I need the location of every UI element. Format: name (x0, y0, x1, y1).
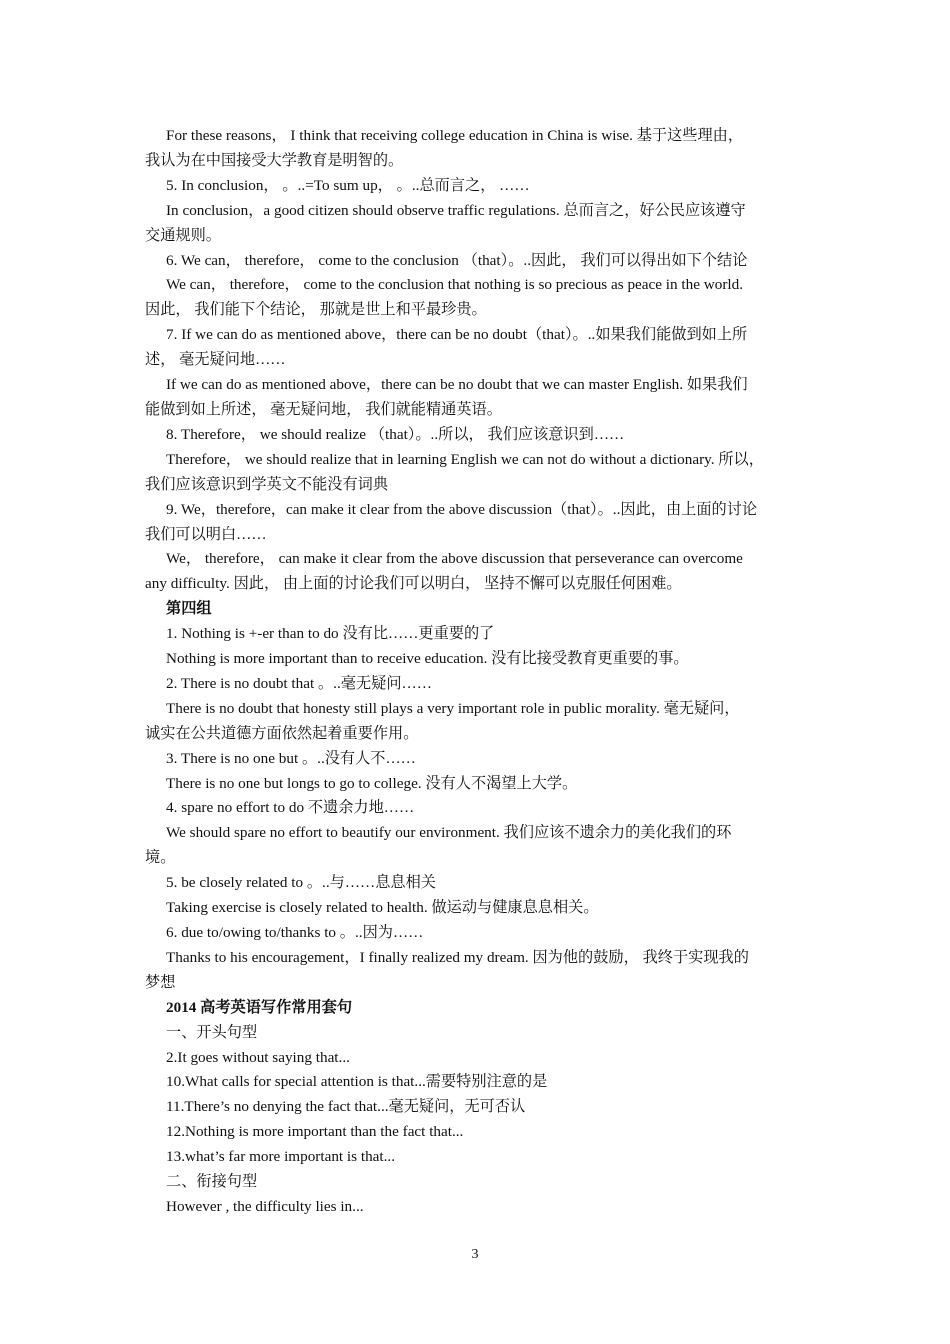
text-line: There is no one but longs to go to college. 没有人不渴望上大学。 (166, 774, 578, 792)
text-line: 二、衔接句型 (166, 1173, 258, 1191)
text-line: 10.What calls for special attention is that...需要特别注意的是 (166, 1073, 548, 1091)
page-number: 3 (471, 1247, 479, 1262)
text-line: We should spare no effort to beautify our environment. 我们应该不遗余力的美化我们的环 (166, 824, 732, 842)
text-line: 我认为在中国接受大学教育是明智的。 (145, 151, 404, 169)
text-line: 9. We，therefore，can make it clear from the above discussion（that）。..因此，由上面的讨论 (166, 500, 758, 518)
text-line: 3. There is no one but 。..没有人不…… (166, 749, 416, 767)
text-line: 8. Therefore， we should realize （that）。..所以， 我们应该意识到…… (166, 425, 625, 443)
text-line: If we can do as mentioned above，there can be no doubt that we can master English. 如果我们 (166, 376, 748, 394)
text-line: Therefore， we should realize that in learning English we can not do without a dictionary. 所以， (166, 450, 764, 468)
text-line: However , the difficulty lies in... (166, 1197, 364, 1215)
page-body (145, 124, 813, 1220)
text-line: 一、开头句型 (166, 1023, 258, 1041)
text-line: any difficulty. 因此， 由上面的讨论我们可以明白， 坚持不懈可以克服任何困难。 (145, 575, 682, 593)
text-line: 境。 (145, 849, 176, 867)
text-line: For these reasons， I think that receiving college education in China is wise. 基于这些理由， (166, 127, 744, 144)
text-line: 13.what’s far more important is that... (166, 1148, 396, 1166)
text-line: 交通规则。 (145, 226, 221, 244)
text-line: 11.There’s no denying the fact that...毫无疑问，无可否认 (166, 1098, 526, 1116)
text-line: 我们可以明白…… (145, 525, 267, 543)
text-line: We， therefore， can make it clear from the above discussion that perseverance can overcome (166, 550, 743, 568)
text-line: 1. Nothing is +-er than to do 没有比……更重要的了 (166, 625, 495, 643)
text-line: 2. There is no doubt that 。..毫无疑问…… (166, 674, 432, 692)
text-line: 12.Nothing is more important than the fact that... (166, 1123, 464, 1141)
text-line: 7. If we can do as mentioned above，there can be no doubt（that）。..如果我们能做到如上所 (166, 326, 748, 344)
text-line: 6. We can， therefore， come to the conclusion （that）。..因此， 我们可以得出如下个结论 (166, 251, 748, 269)
text-line: In conclusion，a good citizen should observe traffic regulations. 总而言之，好公民应该遵守 (166, 201, 746, 219)
text-line: 6. due to/owing to/thanks to 。..因为…… (166, 924, 424, 941)
text-line: 因此， 我们能下个结论， 那就是世上和平最珍贵。 (145, 301, 487, 319)
text-line: Thanks to his encouragement，I finally realized my dream. 因为他的鼓励， 我终于实现我的 (166, 948, 749, 966)
text-line: 梦想 (145, 973, 176, 991)
text-line: There is no doubt that honesty still plays a very important role in public morality. 毫无疑问， (166, 699, 740, 717)
text-line: 5. In conclusion， 。..=To sum up， 。..总而言之， …… (166, 176, 530, 194)
text-line: 5. be closely related to 。..与……息息相关 (166, 874, 436, 892)
text-line: 2.It goes without saying that... (166, 1048, 350, 1066)
text-line: 能做到如上所述， 毫无疑问地， 我们就能精通英语。 (145, 400, 502, 418)
text-line: 4. spare no effort to do 不遗余力地…… (166, 799, 415, 817)
text-line: 述， 毫无疑问地…… (145, 351, 286, 369)
text-line: 我们应该意识到学英文不能没有词典 (145, 475, 388, 493)
text-line: We can， therefore， come to the conclusion that nothing is so precious as peace in the world. (166, 276, 743, 294)
text-line: Nothing is more important than to receive education. 没有比接受教育更重要的事。 (166, 650, 689, 668)
section-heading: 2014 高考英语写作常用套句 (166, 998, 353, 1016)
text-line: Taking exercise is closely related to health. 做运动与健康息息相关。 (166, 899, 599, 917)
text-line: 诚实在公共道德方面依然起着重要作用。 (145, 724, 419, 742)
section-heading: 第四组 (166, 600, 212, 618)
